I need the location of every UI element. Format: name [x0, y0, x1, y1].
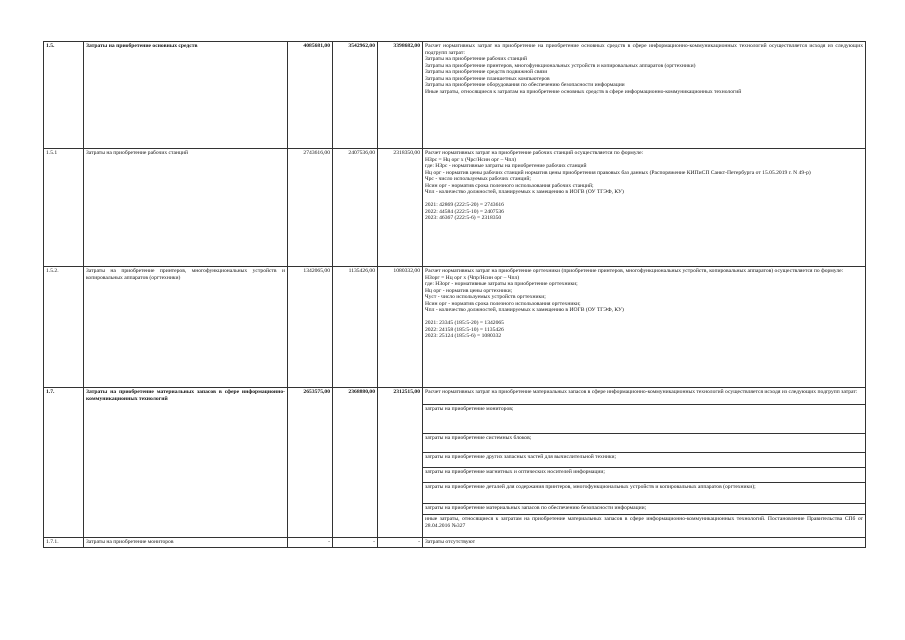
row-number: 1.5.	[44, 42, 84, 149]
calculation-line: 2022: 44584 (222:5-10) = 2407536	[425, 208, 504, 215]
description-line: Затраты на приобретение планшетных компьютеров	[425, 75, 550, 82]
subgroup-intro: Расчет нормативных затрат на приобретение материальных запасов в сфере информационно-коммуникационных технологий осуществляется исходя из следующих подгрупп затрат:	[423, 388, 866, 405]
description-line: Затраты на приобретение оборудования по обеспечению безопасности информации	[425, 82, 625, 88]
value-2021: 4085681,00	[288, 42, 333, 149]
subgroup-item: затраты на приобретение системных блоков;	[423, 434, 866, 453]
formula-line: НЗрс = Нц орг х (Чрс/Нсин орг – Чпл)	[425, 156, 516, 163]
description-line: Расчет нормативных затрат на приобретение оргтехники (приобретение принтеров, многофункциональных устройств, копировальных аппаратов) осуществляется по формуле:	[425, 268, 844, 274]
value-2023: -	[378, 538, 423, 548]
description-line: Нц орг - норматив цены оргтехники;	[425, 287, 513, 294]
formula-line: НЗорг = Нц орг х (Чпр/Нсин орг – Чпл)	[425, 274, 520, 281]
value-2023: 1080332,00	[378, 267, 423, 388]
row-number: 1.7.1.	[44, 538, 84, 548]
row-name: Затраты на приобретение мониторов	[84, 538, 288, 548]
value-2023: 2312515,00	[378, 388, 423, 538]
subgroup-item: затраты на приобретение мониторов;	[423, 405, 866, 434]
subgroup-item: затраты на приобретение деталей для содержания принтеров, многофункциональных устройств и копировальных аппаратов (оргтехники);	[423, 483, 866, 504]
calculation-line: 2021: 42869 (222:5-20) = 2743616	[425, 202, 504, 208]
description-line: Чуст - число используемых устройств оргтехники;	[425, 294, 546, 300]
table-row	[44, 538, 866, 548]
description-line: Нсин орг - норматив срока полезного использования рабочих станций;	[425, 182, 594, 189]
table-row	[44, 149, 866, 267]
calculation-line: 2022: 24158 (185:5-10) = 1135426	[425, 326, 504, 333]
value-2021: -	[288, 538, 333, 548]
row-number: 1.5.2.	[44, 267, 84, 388]
description-line: Чпл - количество должностей, планируемых к замещению в ИОГВ (ОУ ТГЭФ, КУ)	[425, 307, 624, 313]
row-number: 1.5.1	[44, 149, 84, 267]
subgroup-item: затраты на приобретение других запасных частей для вычислительной техники;	[423, 453, 866, 468]
description-line: Иные затраты, относящиеся к затратам на приобретение основных средств в сфере информационно-коммуникационных технологий	[425, 88, 742, 95]
value-2021: 2653575,00	[288, 388, 333, 538]
row-description	[423, 267, 866, 388]
value-2021: 1342065,00	[288, 267, 333, 388]
table-row	[44, 267, 866, 388]
value-2023: 3398682,00	[378, 42, 423, 149]
value-2022: 2407536,00	[333, 149, 378, 267]
row-name: Затраты на приобретение материальных запасов в сфере информационно-коммуникационных технологий	[84, 388, 288, 538]
value-2022: 1135426,00	[333, 267, 378, 388]
row-name: Затраты на приобретение принтеров, многофункциональных устройств и копировальных аппаратов (оргтехники)	[84, 267, 288, 388]
row-description	[423, 42, 866, 149]
description-line: Затраты на приобретение средств подвижной связи	[425, 69, 548, 75]
description-line: Затраты на приобретение рабочих станций	[425, 56, 527, 62]
subgroup-item: затраты на приобретение материальных запасов по обеспечению безопасности информации;	[423, 504, 866, 515]
row-name: Затраты на приобретение рабочих станций	[84, 149, 288, 267]
row-description	[423, 149, 866, 267]
description-line: Расчет нормативных затрат на приобретение рабочих станций осуществляется по формуле:	[425, 150, 644, 156]
calculation-line: 2021: 23345 (185:5-20) = 1342065	[425, 320, 504, 326]
value-2022: -	[333, 538, 378, 548]
calculation-line: 2023: 25124 (185:5-6) = 1080332	[425, 333, 502, 339]
description-line: Чпл - количество должностей, планируемых к замещению в ИОГВ (ОУ ТГЭФ, КУ)	[425, 189, 624, 195]
row-name: Затраты на приобретение основных средств	[84, 42, 288, 149]
value-2023: 2318350,00	[378, 149, 423, 267]
row-description: Затраты отсутствуют	[423, 538, 866, 548]
description-line: Чрс - число используемых рабочих станций;	[425, 176, 531, 182]
cost-table	[43, 41, 866, 548]
subgroup-item: иные затраты, относящиеся к затратам на приобретение материальных запасов в сфере информационно-коммуникационных технологий. Постановление Правительства СПб от 28.04.2016 №327	[423, 515, 866, 538]
value-2022: 3542962,00	[333, 42, 378, 149]
description-line: Затраты на приобретение принтеров, многофункциональных устройств и копировальных аппаратов (оргтехники)	[425, 62, 696, 69]
description-line: где: НЗорг - нормативные затраты на приобретение оргтехники;	[425, 281, 578, 287]
table-row	[44, 388, 866, 405]
calculation-line: 2023: 46367 (222:5-6) = 2318350	[425, 215, 502, 221]
subgroup-item: затраты на приобретение магнитных и оптических носителей информации;	[423, 468, 866, 483]
description-line: Нц орг - норматив цены рабочих станций норматив цены приобретения правовых баз данных (Распоряжение КИПиСП Санкт-Петербурга от 15.05.2019 г. N 49-р)	[425, 169, 811, 176]
value-2021: 2743616,00	[288, 149, 333, 267]
row-number: 1.7.	[44, 388, 84, 538]
description-line: Нсин орг - норматив срока полезного использования оргтехники;	[425, 300, 581, 307]
table-row	[44, 42, 866, 149]
description-line: Расчет нормативных затрат на приобретение на приобретение основных средств в сфере информационно-коммуникационных технологий осуществляется исходя из следующих подгрупп затрат:	[425, 43, 863, 56]
description-line: где: НЗрс - нормативные затраты на приобретение рабочих станций	[425, 163, 587, 169]
value-2022: 2368880,00	[333, 388, 378, 538]
cost-table-page	[43, 41, 865, 548]
